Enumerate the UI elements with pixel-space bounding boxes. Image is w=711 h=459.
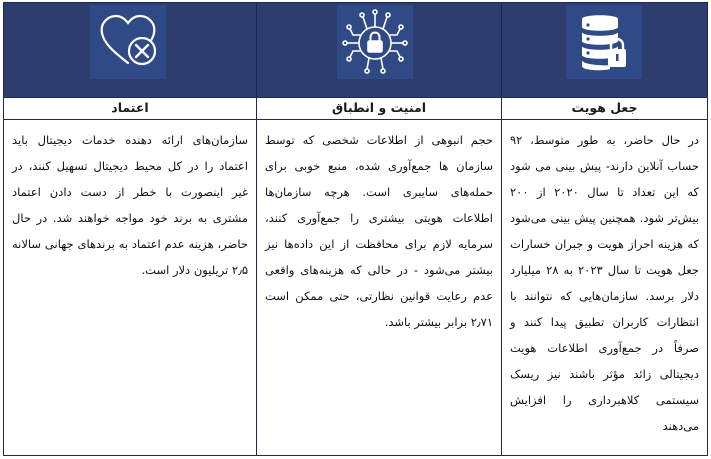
column-trust <box>4 97 257 455</box>
database-lock-icon <box>566 5 642 79</box>
info-table <box>3 2 708 456</box>
circuit-lock-icon <box>337 5 413 79</box>
title-divider <box>502 119 707 120</box>
heart-x-icon <box>90 5 166 79</box>
title-divider <box>4 119 256 120</box>
column-security <box>257 97 502 455</box>
column-title: امنیت و انطباق <box>331 100 427 115</box>
column-body: در حال حاضر، به طور متوسط، ۹۲ حساب آنلاین دارند- پیش بینی می شود که این تعداد تا سال ۲۰۲۰ از ۲۰۰ بیش‌تر شود. همچنین پیش بینی می‌شود که هزینه احراز هویت و جبران خسارات جعل هویت تا سال ۲۰۲۳ به ۲۸ میلیارد دلار برسد. سازمان‌هایی که نتوانند با انتظارات کاربران تطبیق پیدا کنند و صرفاً در جمع‌آوری اطلاعات هویت دیجیتالی زائد مؤثر باشند نیز ریسک سیستمی کلاهبرداری را افزایش می‌دهند <box>510 133 700 433</box>
icon-cell-trust <box>4 3 257 97</box>
icon-cell-identity <box>502 3 707 97</box>
column-body: سازمان‌های ارائه دهنده خدمات دیجیتال باید اعتماد را در کل محیط دیجیتال تسهیل کنند، در غیر اینصورت با خطر از دست دادن اعتماد مشتری به برند خود مواجه خواهند شد. در حال حاضر، هزینه عدم اعتماد به برندهای جهانی سالانه ۲٫۵ تریلیون دلار است. <box>12 133 248 277</box>
icon-cell-security <box>257 3 502 97</box>
title-divider <box>257 119 501 120</box>
column-title: جعل هویت <box>571 100 638 115</box>
column-body: حجم انبوهی از اطلاعات شخصی که توسط سازمان ها جمع‌آوری شده، منبع خوبی برای حمله‌های سایبری است. هرچه سازمان‌ها اطلاعات هویتی بیشتری را جمع‌آوری کنند، سرمایه لازم برای محافظت از این داده‌ها نیز بیشتر می‌شود - در حالی که هزینه‌های واقعی عدم رعایت قوانین نظارتی، حتی ممکن است ۲٫۷۱ برابر بیشتر باشد. <box>265 133 493 329</box>
row-divider <box>4 97 707 98</box>
text-row <box>4 97 707 455</box>
icon-row <box>4 3 707 97</box>
column-identity-fraud <box>502 97 707 455</box>
column-title: اعتماد <box>111 100 149 115</box>
